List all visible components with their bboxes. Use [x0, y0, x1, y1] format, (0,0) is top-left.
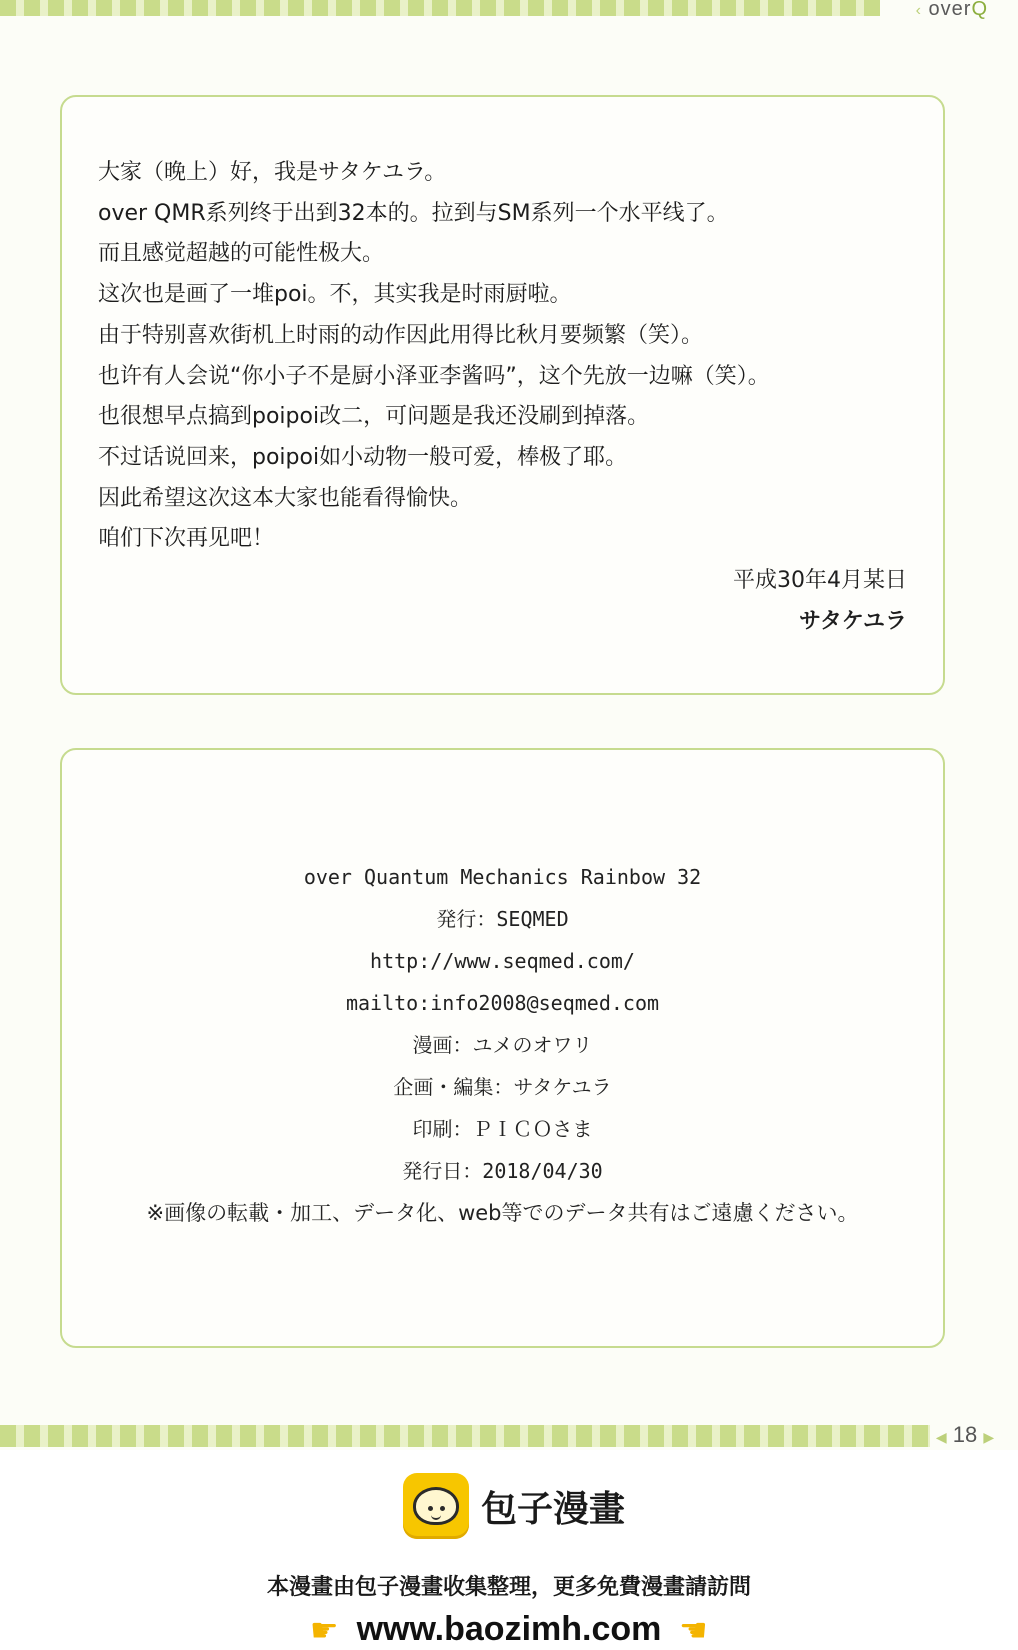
signature-author: サタケユラ: [798, 609, 907, 635]
publisher-line: 発行：SEQMED: [436, 907, 569, 931]
note-line: 大家（晚上）好，我是サタケユラ。: [98, 160, 447, 185]
pointing-hand-icon: ☛: [309, 1610, 339, 1649]
note-line: 而且感觉超越的可能性极大。: [98, 241, 385, 267]
pointing-hand-icon: ☛: [679, 1610, 709, 1649]
chevron-left-icon: ◀: [935, 1429, 947, 1445]
note-line: 由于特别喜欢街机上时雨的动作因此用得比秋月要频繁（笑）。: [98, 322, 704, 348]
brand-tab: [906, 0, 998, 18]
baozi-logo-icon: [403, 1473, 469, 1539]
note-line: 这次也是画了一堆poi。不，其实我是时雨厨啦。: [98, 282, 572, 308]
note-line: over QMR系列终于出到32本的。拉到与SM系列一个水平线了。: [98, 200, 729, 226]
note-line: 也很想早点搞到poipoi改二，可问题是我还没刷到掉落。: [98, 404, 650, 430]
site-footer-banner: [0, 1450, 1018, 1650]
bun-shape: [413, 1487, 459, 1525]
url-row: [0, 1610, 1018, 1649]
eye-dot: [440, 1506, 445, 1511]
colophon-box: [60, 748, 945, 1348]
manga-credit: 漫画：ユメのオワリ: [412, 1033, 593, 1057]
bottom-stripe-band: [0, 1425, 930, 1447]
note-line: 因此希望这次这本大家也能看得愉快。: [98, 485, 473, 511]
note-line: 不过话说回来，poipoi如小动物一般可爱，棒极了耶。: [98, 444, 628, 470]
brand-prefix: over: [928, 0, 972, 20]
editing-credit: 企画・編集：サタケユラ: [393, 1075, 612, 1099]
top-stripe-band: [0, 0, 880, 16]
eye-dot: [428, 1506, 433, 1511]
copyright-notice: ※画像の転載・加工、データ化、web等でのデータ共有はご遠慮ください。: [146, 1201, 859, 1225]
note-line: 咱们下次再见吧！: [98, 526, 275, 552]
promo-text: 本漫畫由包子漫畫收集整理，更多免費漫畫請訪問: [266, 1575, 751, 1600]
chevron-right-icon: ▶: [983, 1429, 995, 1445]
page-number-value: 18: [952, 1422, 978, 1447]
signature-date: 平成30年4月某日: [733, 568, 907, 594]
website-link[interactable]: http://www.seqmed.com/: [370, 949, 635, 973]
brand-suffix: Q: [971, 0, 988, 20]
page-number: [935, 1422, 995, 1448]
afterword-box: [60, 95, 945, 695]
mouth-curve: [431, 1513, 441, 1520]
note-line: 也许有人会说“你小子不是厨小泽亚李酱吗”，这个先放一边嘛（笑）。: [98, 363, 770, 389]
book-title: over Quantum Mechanics Rainbow 32: [303, 865, 702, 889]
site-url-link[interactable]: www.baozimh.com: [356, 1610, 662, 1648]
mail-link[interactable]: mailto:info2008@seqmed.com: [345, 991, 660, 1015]
colophon-lines: [62, 856, 943, 1234]
printing-credit: 印刷：ＰＩＣＯさま: [412, 1117, 593, 1141]
site-logo[interactable]: [403, 1473, 625, 1539]
issue-date: 発行日：2018/04/30: [402, 1159, 603, 1183]
chevron-left-icon: ‹: [915, 2, 922, 19]
logo-text: 包子漫畫: [481, 1488, 626, 1530]
